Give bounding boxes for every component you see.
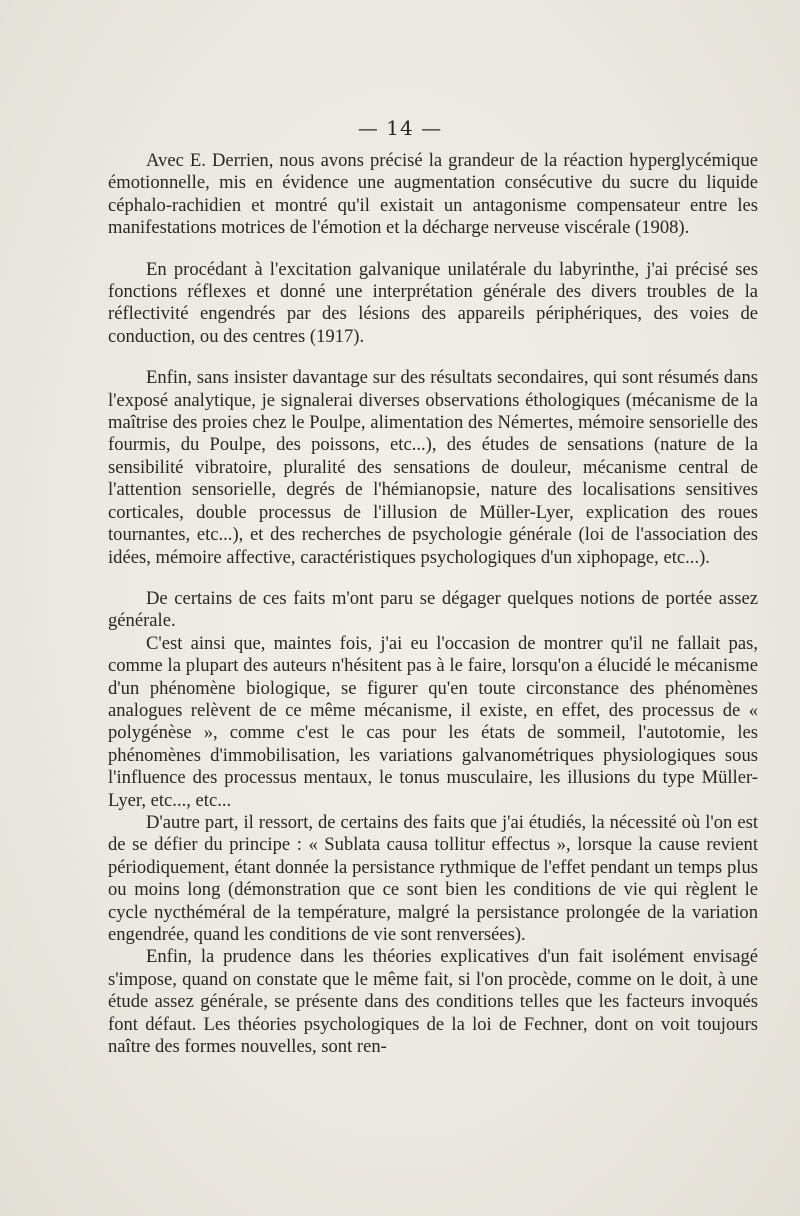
page-number: — 14 — bbox=[357, 116, 443, 140]
paragraph: C'est ainsi que, maintes fois, j'ai eu l'occasion de montrer qu'il ne fallait pas, comme la plupart des auteurs n'hésitent pas à le faire, lorsqu'on a élucidé le mécanisme d'un phénomène biologique, se figurer qu'en toute circonstance des phénomènes analogues relèvent de ce même mécanisme, il existe, en effet, des processus de « polygénèse », comme c'est le cas pour les états de sommeil, l'autotomie, les phénomènes d'immobilisation, les variations galvanométriques physiologiques sous l'influence des processus mentaux, le tonus musculaire, les illusions du type Müller-Lyer, etc..., etc... bbox=[108, 632, 758, 811]
paragraph: En procédant à l'excitation galvanique unilatérale du labyrinthe, j'ai précisé ses fonctions réflexes et donné une interprétation générale des divers troubles de la réflectivité engendrés par des lésions des appareils périphériques, des voies de conduction, ou des centres (1917). bbox=[108, 258, 758, 347]
paragraph: Avec E. Derrien, nous avons précisé la grandeur de la réaction hyperglycémique émotionnelle, mis en évidence une augmentation consécutive du sucre du liquide céphalo-rachidien et montré qu'il existait un antagonisme compensateur entre les manifestations motrices de l'émotion et la décharge nerveuse viscérale (1908). bbox=[108, 150, 758, 239]
body-text bbox=[108, 150, 758, 1058]
paragraph: D'autre part, il ressort, de certains des faits que j'ai étudiés, la nécessité où l'on est de se défier du principe : « Sublata causa tollitur effectus », lorsque la cause revient périodiquement, étant donnée la persistance rythmique de l'effet pendant un temps plus ou moins long (démonstration que ce sont bien les conditions de vie qui règlent le cycle nycthéméral de la température, malgré la persistance prolongée de la variation engendrée, quand les conditions de vie sont renversées). bbox=[108, 811, 758, 945]
paragraph: Enfin, la prudence dans les théories explicatives d'un fait isolément envisagé s'impose, quand on constate que le même fait, si l'on procède, comme on le doit, à une étude assez générale, se présente dans des conditions telles que les facteurs invoqués font défaut. Les théories psychologiques de la loi de Fechner, dont on voit toujours naître des formes nouvelles, sont ren- bbox=[108, 946, 758, 1058]
paragraph: Enfin, sans insister davantage sur des résultats secondaires, qui sont résumés dans l'exposé analytique, je signalerai diverses observations éthologiques (mécanisme de la maîtrise des proies chez le Poulpe, alimentation des Némertes, mémoire sensorielle des fourmis, du Poulpe, des poissons, etc...), des études de sensations (nature de la sensibilité vibratoire, pluralité des sensations de douleur, mécanisme central de l'attention sensorielle, degrés de l'hémianopsie, nature des localisations sensitives corticales, double processus de l'illusion de Müller-Lyer, explication des roues tournantes, etc...), et des recherches de psychologie générale (loi de l'association des idées, mémoire affective, caractéristiques psychologiques d'un xiphopage, etc...). bbox=[108, 367, 758, 568]
paragraph: De certains de ces faits m'ont paru se dégager quelques notions de portée assez générale. bbox=[108, 587, 758, 632]
